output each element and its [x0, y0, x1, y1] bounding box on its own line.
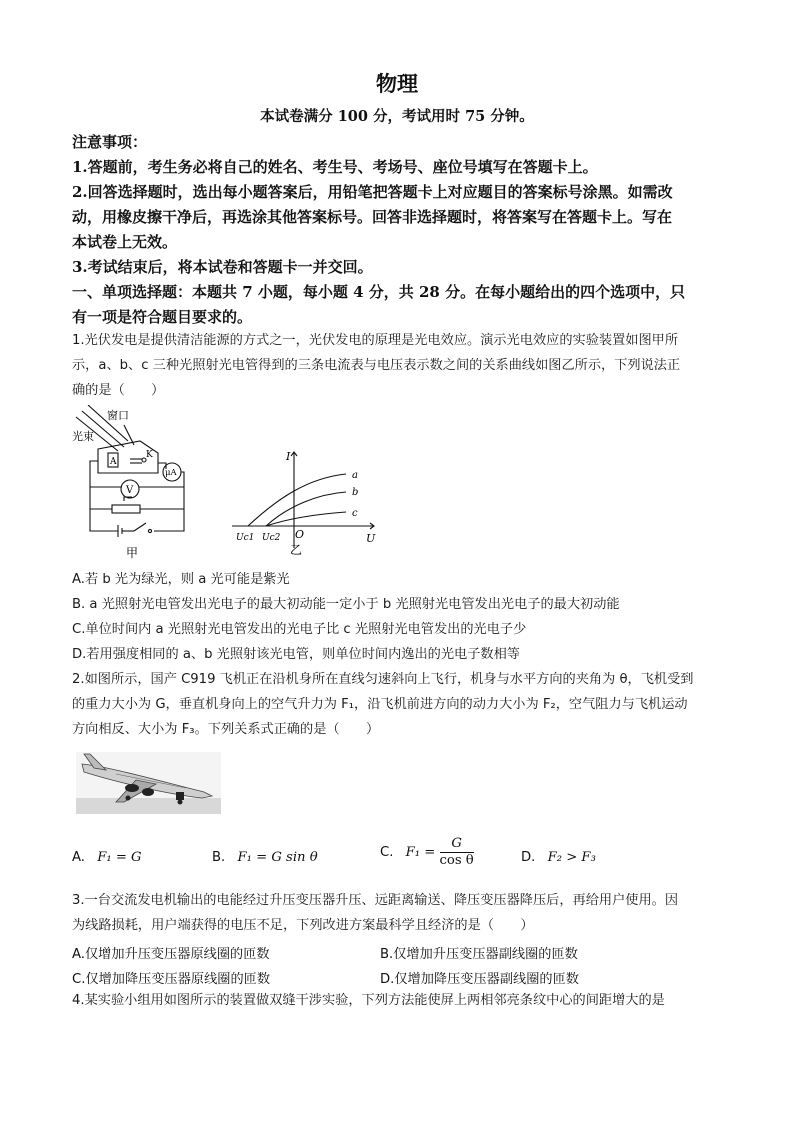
q1-fig-yi-caption: 乙: [290, 543, 303, 557]
q2-option-c-fraction: [440, 836, 474, 869]
q2-option-d-label: D.: [521, 850, 536, 865]
q3-option-d: D.仅增加降压变压器副线圈的匝数: [380, 972, 579, 987]
q1-option-c: C.单位时间内 a 光照射光电管发出的光电子比 c 光照射光电管发出的光电子少: [72, 622, 527, 637]
q2-option-a: [72, 850, 142, 865]
q2-option-c-numerator: G: [440, 836, 474, 853]
section-heading-line-2: 有一项是符合题目要求的。: [72, 308, 253, 326]
q2-stem-line-3: 方向相反、大小为 F₃。下列关系式正确的是（ ）: [72, 722, 380, 737]
q1-fig-voltmeter-label: V: [126, 485, 134, 496]
q1-fig-beam-label: 光束: [72, 430, 94, 443]
q1-graph-origin: O: [295, 528, 305, 541]
notice-heading: 注意事项：: [72, 133, 148, 151]
q1-graph-label-c: c: [352, 508, 358, 519]
section-heading-line-1: 一、单项选择题：本题共 7 小题，每小题 4 分，共 28 分。在每小题给出的四个选项中，只: [72, 283, 686, 301]
q1-graph-uc1: Uc1: [236, 533, 255, 543]
q1-fig-jia-caption: 甲: [126, 546, 139, 560]
q2-option-d-formula: F₂ > F₃: [547, 850, 596, 865]
q1-fig-anode-label: A: [110, 457, 117, 467]
q3-stem-line-2: 为线路损耗，用户端获得的电压不足，下列改进方案最科学且经济的是（ ）: [72, 918, 534, 933]
q1-fig-microammeter-label: μA: [165, 468, 177, 478]
q3-option-c: C.仅增加降压变压器原线圈的匝数: [72, 972, 271, 987]
q1-figure-yi-graph: [228, 448, 388, 558]
q1-fig-cathode-label: K: [146, 450, 153, 460]
notice-item-2-line-3: 本试卷上无效。: [72, 233, 178, 251]
notice-item-3: 3.考试结束后，将本试卷和答题卡一并交回。: [72, 258, 373, 276]
q2-option-c-denominator: cos θ: [439, 853, 474, 868]
notice-item-2-line-2: 动，用橡皮擦干净后，再选涂其他答案标号。回答非选择题时，将答案写在答题卡上。写在: [72, 208, 673, 226]
q1-graph-label-b: b: [352, 487, 359, 498]
q2-option-c: [380, 836, 474, 869]
q1-option-b: B. a 光照射光电管发出光电子的最大初动能一定小于 b 光照射光电管发出光电子的最大初动能: [72, 597, 620, 612]
q2-option-a-label: A.: [72, 850, 85, 865]
q1-curve-c: [266, 512, 346, 526]
q3-stem-line-1: 3.一台交流发电机输出的电能经过升压变压器升压、远距离输送、降压变压器降压后，再给用户使用。因: [72, 893, 679, 908]
q4-stem-line-1: 4.某实验小组用如图所示的装置做双缝干涉实验，下列方法能使屏上两相邻亮条纹中心的间距增大的是: [72, 993, 665, 1008]
page-title: 物理: [376, 71, 418, 96]
q2-option-c-label: C.: [380, 845, 394, 860]
q2-option-c-lhs: F₁ =: [405, 845, 436, 860]
q2-stem-line-1: 2.如图所示，国产 C919 飞机正在沿机身所在直线匀速斜向上飞行，机身与水平方向的夹角为 θ，飞机受到: [72, 672, 694, 687]
q2-stem-line-2: 的重力大小为 G，垂直机身向上的空气升力为 F₁，沿飞机前进方向的动力大小为 F₂，空气阻力与飞机运动: [72, 697, 688, 712]
q2-option-d: [521, 850, 596, 865]
q1-fig-window-label: 窗口: [107, 409, 129, 422]
q1-graph-label-a: a: [352, 470, 358, 481]
notice-item-2-line-1: 2.回答选择题时，选出每小题答案后，用铅笔把答题卡上对应题目的答案标号涂黑。如需改: [72, 183, 673, 201]
q3-option-b: B.仅增加升压变压器副线圈的匝数: [380, 947, 578, 962]
q1-option-a: A.若 b 光为绿光，则 a 光可能是紫光: [72, 572, 290, 587]
q1-graph-uc2: Uc2: [262, 533, 281, 543]
notice-item-1: 1.答题前，考生务必将自己的姓名、考生号、考场号、座位号填写在答题卡上。: [72, 158, 598, 176]
q2-option-a-formula: F₁ = G: [97, 850, 142, 865]
q1-option-d: D.若用强度相同的 a、b 光照射该光电管，则单位时间内逸出的光电子数相等: [72, 647, 520, 662]
q1-graph-axis-I: I: [286, 450, 291, 463]
q1-stem-line-2: 示，a、b、c 三种光照射光电管得到的三条电流表与电压表示数之间的关系曲线如图乙所示，下列说法正: [72, 358, 681, 373]
q2-airplane-image: [76, 752, 221, 814]
q2-option-b: [212, 850, 318, 865]
q3-option-a: A.仅增加升压变压器原线圈的匝数: [72, 947, 270, 962]
q1-stem-line-3: 确的是（ ）: [72, 383, 165, 398]
q1-stem-line-1: 1.光伏发电是提供清洁能源的方式之一，光伏发电的原理是光电效应。演示光电效应的实验装置如图甲所: [72, 333, 679, 348]
q2-option-b-formula: F₁ = G sin θ: [237, 850, 318, 865]
q2-option-b-label: B.: [212, 850, 226, 865]
q1-graph-axis-U: U: [366, 532, 376, 545]
q1-curve-b: [266, 492, 346, 526]
exam-subtitle: 本试卷满分 100 分，考试用时 75 分钟。: [260, 108, 534, 125]
q1-figure-jia-circuit: [72, 405, 192, 565]
